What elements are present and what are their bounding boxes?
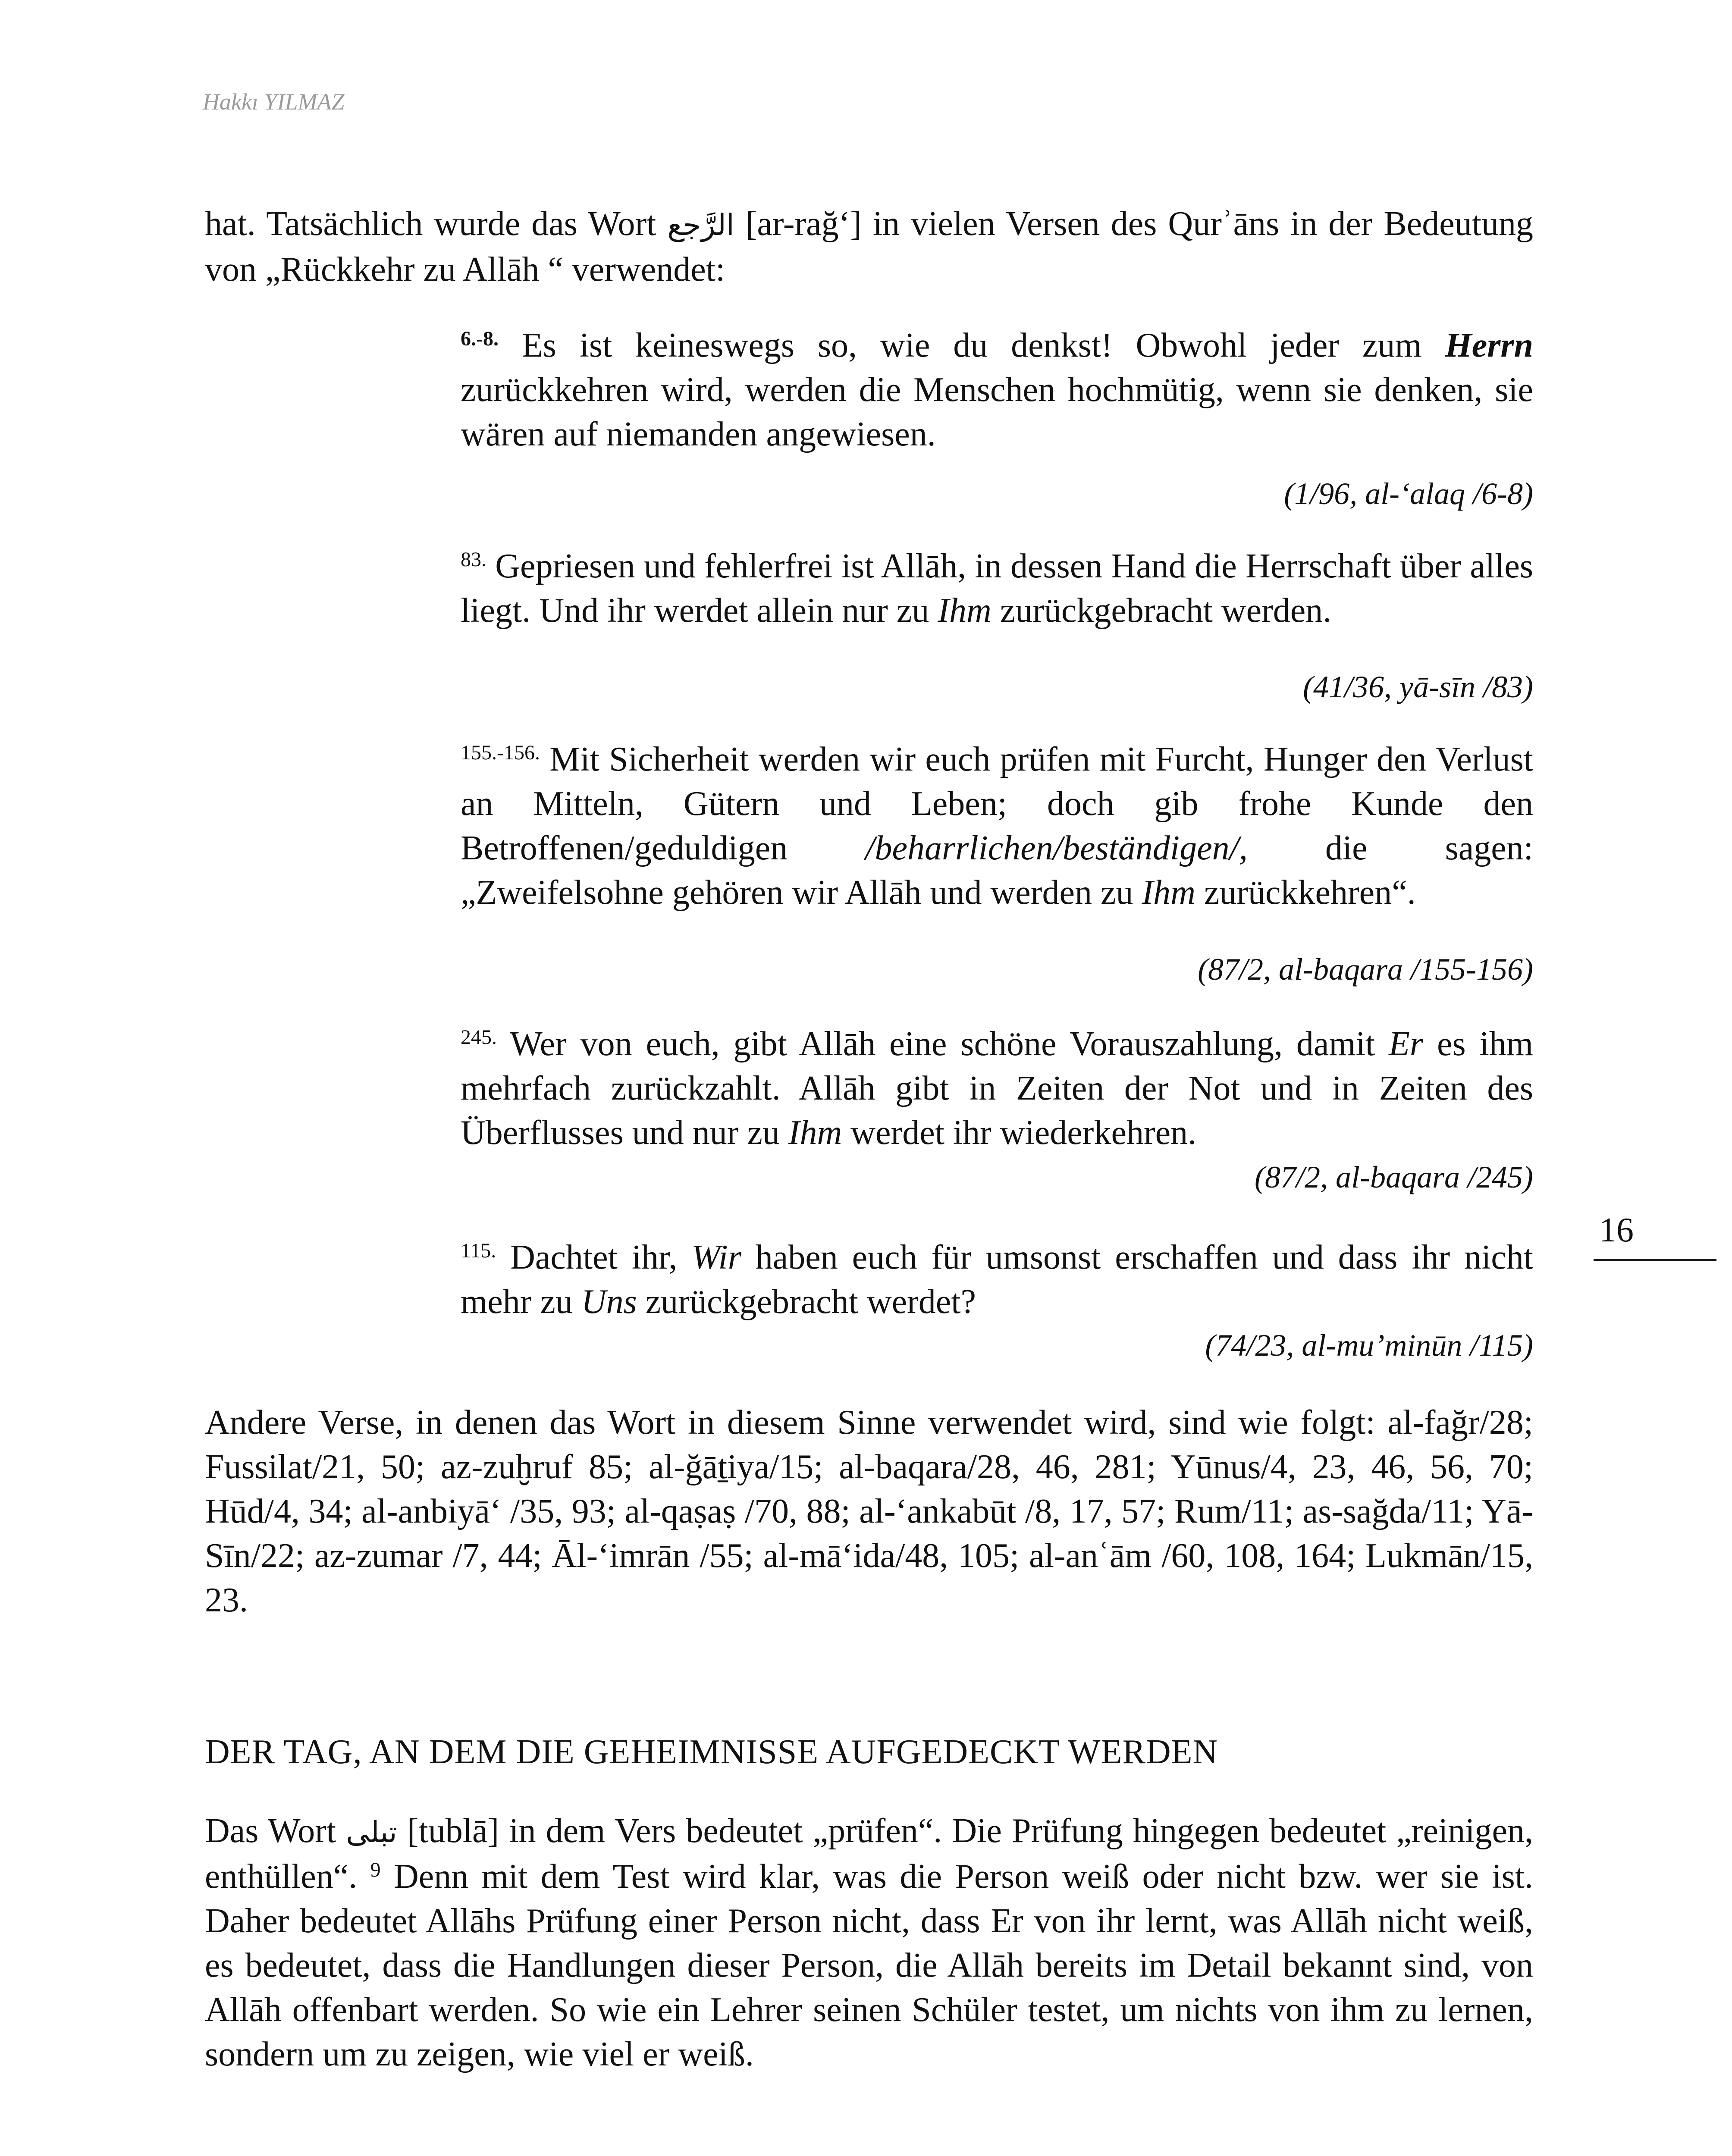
quote-1-reference: (1/96, al-‘alaq /6-8) (1284, 476, 1533, 511)
verse-number: 245. (461, 1026, 497, 1049)
quote-4-reference: (87/2, al-baqara /245) (1255, 1160, 1533, 1194)
running-head-author: Hakkı YILMAZ (203, 89, 345, 115)
quote-3: $^{155.-156.}$ Mit Sicherheit werden wir euch prüfen mit Furcht, Hunger den Verlust an Mitteln, Gütern und Leben; doch gib frohe Kunde den Betroffenen/geduldigen /beharrlichen/beständigen/, die sagen: „Zweifelsohne gehören wir Allāh und werden zu Ihm zurückkehren“. (461, 740, 1534, 912)
verse-number: 83. (461, 548, 486, 571)
quote-5: $^{115.}$ Dachtet ihr, Wir haben euch für umsonst erschaffen und dass ihr nicht mehr zu Uns zurückgebracht werdet? (461, 1238, 1533, 1321)
arabic-term-tubla: تبلى (346, 1815, 397, 1849)
footnote-reference[interactable]: 9 (370, 1858, 381, 1881)
verse-number: 115. (461, 1239, 496, 1262)
emphasis: Uns (581, 1283, 637, 1321)
section-heading: DER TAG, AN DEM DIE GEHEIMNISSE AUFGEDECKT WERDEN (205, 1733, 1218, 1771)
emphasis: Herrn (1445, 326, 1533, 364)
emphasis: Wir (691, 1238, 741, 1276)
quote-2: $^{83.}$ Gepriesen und fehlerfrei ist Allāh, in dessen Hand die Herrschaft über alles liegt. Und ihr werdet allein nur zu Ihm zurückgebracht werden. (461, 547, 1533, 630)
quote-2-reference: (41/36, yā-sīn /83) (1303, 670, 1533, 704)
emphasis: /beharrlichen/beständigen/, (865, 829, 1248, 867)
quote-5-reference: (74/23, al-mu’minūn /115) (1205, 1328, 1533, 1363)
page-number: 16 (1599, 1211, 1634, 1249)
verse-number: 6.-8. (461, 327, 499, 350)
emphasis: Ihm (938, 592, 992, 630)
section-body-paragraph: Das Wort تبلى [tublā] in dem Vers bedeutet „prüfen“. Die Prüfung hingegen bedeutet „reinigen, enthüllen“. $^9$ Denn mit dem Test wird klar, was die Person weiß oder nicht bzw. wer sie ist. Daher bedeutet Allāhs Prüfung einer Person nicht, dass Er von ihr lernt, was Allāh nicht weiß, es bedeutet, dass die Handlungen dieser Person, die Allāh bereits im Detail bekannt sind, von Allāh offenbart werden. So wie ein Lehrer seinen Schüler testet, um nichts von ihm zu lernen, sondern um zu zeigen, wie viel er weiß. (205, 1812, 1534, 2073)
quote-3-reference: (87/2, al-baqara /155-156) (1198, 952, 1533, 987)
quote-4: $^{245.}$ Wer von euch, gibt Allāh eine schöne Vorauszahlung, damit Er es ihm mehrfach zurückzahlt. Allāh gibt in Zeiten der Not und in Zeiten des Überflusses und nur zu Ihm werdet ihr wiederkehren. (461, 1025, 1534, 1152)
intro-paragraph: hat. Tatsächlich wurde das Wort الرَّجع [ar-rağ‘] in vielen Versen des Qurʾāns in der Bedeutung von „Rückkehr zu Allāh “ verwendet: (205, 205, 1534, 288)
arabic-term-ar-raj: الرَّجع (667, 208, 734, 242)
quote-1: $^{6.-8.}$ Es ist keineswegs so, wie du denkst! Obwohl jeder zum Herrn zurückkehren wird, werden die Menschen hochmütig, wenn sie denken, sie wären auf niemanden angewiesen. (461, 326, 1533, 453)
emphasis: Ihm (788, 1114, 842, 1152)
page-number-rule (1594, 1259, 1716, 1261)
other-verses-paragraph: Andere Verse, in denen das Wort in diesem Sinne verwendet wird, sind wie folgt: al-fağr/28; Fussilat/21, 50; az-zuḫruf 85; al-ğāṯiya/15; al-baqara/28, 46, 281; Yūnus/4, 23, 46, 56, 70; Hūd/4, 34; al-anbiyā‘ /35, 93; al-qaṣaṣ /70, 88; al-‘ankabūt /8, 17, 57; Rum/11; as-sağda/11; Yā-Sīn/22; az-zumar /7, 44; Āl-‘imrān /55; al-mā‘ida/48, 105; al-anʿām /60, 108, 164; Lukmān/15, 23. (205, 1404, 1533, 1619)
verse-number: 155.-156. (461, 741, 540, 764)
emphasis: Ihm (1142, 874, 1195, 912)
emphasis: Er (1389, 1025, 1424, 1063)
